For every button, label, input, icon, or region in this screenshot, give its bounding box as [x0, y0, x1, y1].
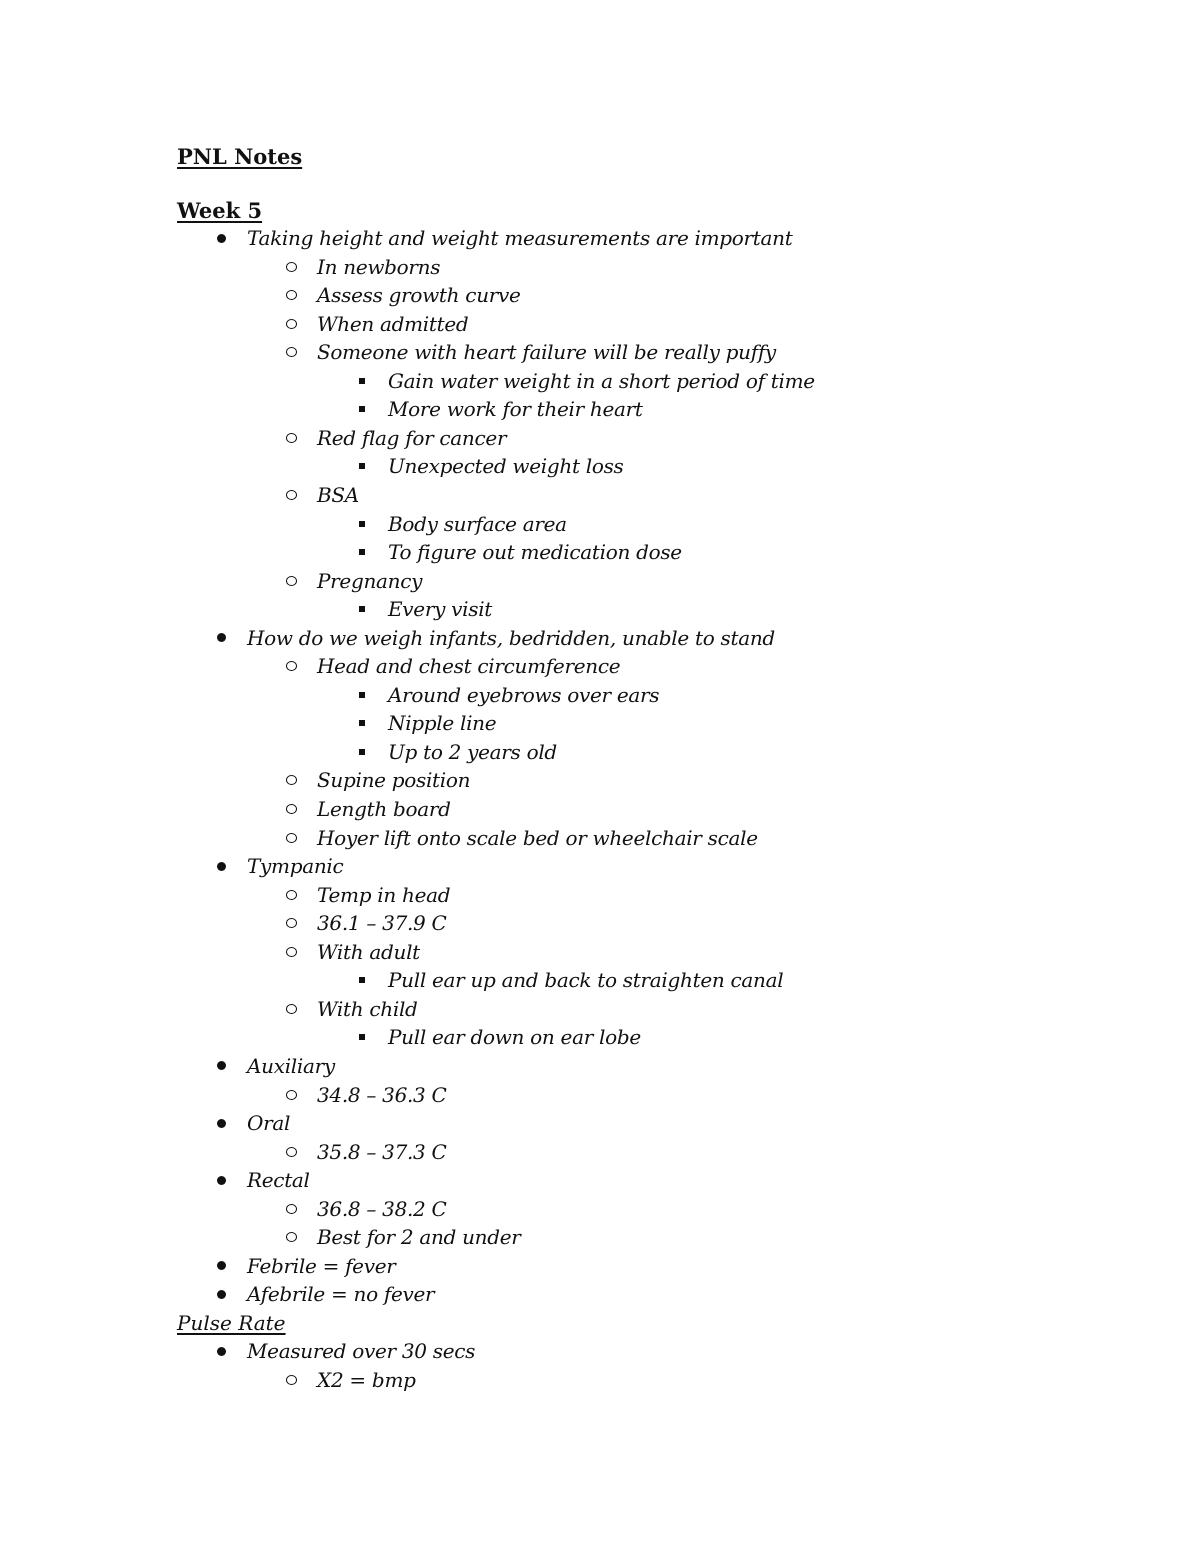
note-line-level-1: [247, 1252, 396, 1280]
note-text: Afebrile = no fever: [247, 1282, 435, 1307]
note-text: 36.8 – 38.2 C: [317, 1196, 447, 1221]
note-line-level-2: [317, 995, 418, 1023]
note-text: Every visit: [388, 597, 493, 622]
bullet-dot-icon: [211, 1109, 231, 1137]
bullet-circle-icon: [281, 481, 301, 509]
note-line-level-3: [388, 538, 682, 566]
bullet-circle-icon: [281, 424, 301, 452]
bullet-dot-icon: [211, 1280, 231, 1308]
note-text: Nipple line: [388, 711, 497, 736]
note-text: Gain water weight in a short period of time: [388, 368, 815, 393]
note-text: With adult: [317, 939, 420, 964]
bullet-circle-icon: [281, 824, 301, 852]
bullet-square-icon: [352, 510, 372, 538]
note-line-level-1: [247, 1166, 310, 1194]
note-line-level-2: [317, 1195, 447, 1223]
bullet-circle-icon: [281, 253, 301, 281]
bullet-dot-icon: [211, 1166, 231, 1194]
bullet-dot-icon: [211, 224, 231, 252]
bullet-circle-icon: [281, 1138, 301, 1166]
note-line-level-1: [247, 852, 343, 880]
note-text: Pregnancy: [317, 568, 423, 593]
note-line-level-2: [317, 424, 506, 452]
note-text: Taking height and weight measurements are important: [247, 226, 793, 250]
note-text: How do we weigh infants, bedridden, unable to stand: [247, 625, 775, 650]
note-line-level-3: [388, 452, 624, 480]
note-text: In newborns: [317, 254, 441, 279]
note-line-level-1: [247, 1280, 434, 1308]
bullet-circle-icon: [281, 281, 301, 309]
note-text: Temp in head: [317, 882, 451, 907]
bullet-circle-icon: [281, 766, 301, 794]
note-text: Unexpected weight loss: [388, 454, 624, 479]
note-line-level-2: [317, 881, 450, 909]
bullet-circle-icon: [281, 338, 301, 366]
note-line-level-2: [317, 253, 440, 281]
bullet-circle-icon: [281, 881, 301, 909]
note-line-level-2: [317, 938, 420, 966]
note-text: Head and chest circumference: [317, 654, 621, 679]
note-line-level-2: [317, 652, 620, 680]
bullet-circle-icon: [281, 1223, 301, 1251]
note-text: Pull ear up and back to straighten canal: [388, 968, 784, 993]
note-text: Oral: [247, 1111, 291, 1136]
bullet-circle-icon: [281, 567, 301, 595]
bullet-circle-icon: [281, 1081, 301, 1109]
bullet-circle-icon: [281, 1366, 301, 1394]
note-line-level-2: [317, 338, 776, 366]
note-text: Pull ear down on ear lobe: [388, 1025, 641, 1050]
bullet-dot-icon: [211, 1252, 231, 1280]
bullet-square-icon: [352, 452, 372, 480]
note-line-level-3: [388, 395, 643, 423]
note-line-level-2: [317, 567, 422, 595]
week-heading: Week 5: [177, 198, 263, 223]
note-text: 34.8 – 36.3 C: [317, 1082, 447, 1107]
note-text: Tympanic: [247, 854, 344, 879]
note-line-level-3: [388, 738, 557, 766]
note-text: Auxiliary: [247, 1053, 335, 1078]
note-line-level-3: [388, 1023, 641, 1051]
bullet-circle-icon: [281, 1195, 301, 1223]
note-text: Length board: [317, 797, 451, 821]
note-text: More work for their heart: [388, 397, 643, 422]
bullet-circle-icon: [281, 795, 301, 823]
note-text: X2 = bmp: [317, 1368, 416, 1392]
note-line-level-2: [317, 1081, 447, 1109]
note-line-level-2: [317, 481, 359, 509]
note-text: Assess growth curve: [317, 283, 521, 308]
bullet-square-icon: [352, 367, 372, 395]
note-line-level-3: [388, 709, 496, 737]
bullet-square-icon: [352, 966, 372, 994]
note-text: BSA: [317, 482, 359, 507]
note-line-level-1: [247, 1109, 290, 1137]
bullet-circle-icon: [281, 652, 301, 680]
note-line-level-1: [247, 624, 775, 652]
bullet-dot-icon: [211, 624, 231, 652]
note-text: Red flag for cancer: [317, 425, 507, 450]
note-line-level-1: [247, 1052, 335, 1080]
bullet-dot-icon: [211, 1052, 231, 1080]
bullet-square-icon: [352, 595, 372, 623]
note-line-level-3: [388, 966, 783, 994]
bullet-circle-icon: [281, 909, 301, 937]
note-text: Body surface area: [388, 511, 567, 536]
note-text: Rectal: [247, 1168, 310, 1193]
note-text: 35.8 – 37.3 C: [317, 1139, 447, 1164]
note-text: Hoyer lift onto scale bed or wheelchair scale: [317, 825, 758, 850]
note-line-level-3: [388, 681, 659, 709]
bullet-square-icon: [352, 681, 372, 709]
bullet-square-icon: [352, 538, 372, 566]
note-line-level-2: [317, 766, 470, 794]
bullet-circle-icon: [281, 310, 301, 338]
bullet-dot-icon: [211, 852, 231, 880]
note-text: Measured over 30 secs: [247, 1339, 476, 1364]
pulse-rate-heading: Pulse Rate: [177, 1310, 286, 1335]
bullet-square-icon: [352, 709, 372, 737]
note-line-level-2: [317, 281, 521, 309]
note-text: Someone with heart failure will be really puffy: [317, 340, 776, 365]
note-line-level-3: [388, 367, 815, 395]
note-line-level-2: [317, 1138, 447, 1166]
note-line-level-3: [388, 510, 567, 538]
note-line-level-2: [317, 909, 447, 937]
note-text: With child: [317, 996, 418, 1021]
bullet-square-icon: [352, 738, 372, 766]
note-line-level-2: [317, 1366, 416, 1394]
bullet-dot-icon: [211, 1337, 231, 1365]
bullet-circle-icon: [281, 995, 301, 1023]
note-text: To figure out medication dose: [388, 540, 682, 565]
note-line-level-1: [247, 224, 792, 252]
bullet-circle-icon: [281, 938, 301, 966]
note-line-level-1: [247, 1337, 475, 1365]
note-text: When admitted: [317, 311, 469, 336]
note-line-level-2: [317, 1223, 521, 1251]
note-text: Febrile = fever: [247, 1253, 396, 1278]
bullet-square-icon: [352, 395, 372, 423]
note-text: 36.1 – 37.9 C: [317, 911, 447, 936]
note-text: Around eyebrows over ears: [388, 682, 660, 707]
note-line-level-2: [317, 824, 758, 852]
note-text: Up to 2 years old: [388, 739, 557, 764]
document-title: PNL Notes: [177, 144, 303, 169]
note-line-level-3: [388, 595, 492, 623]
note-line-level-2: [317, 795, 451, 823]
note-text: Best for 2 and under: [317, 1225, 521, 1250]
note-line-level-2: [317, 310, 468, 338]
note-text: Supine position: [317, 768, 471, 793]
bullet-square-icon: [352, 1023, 372, 1051]
